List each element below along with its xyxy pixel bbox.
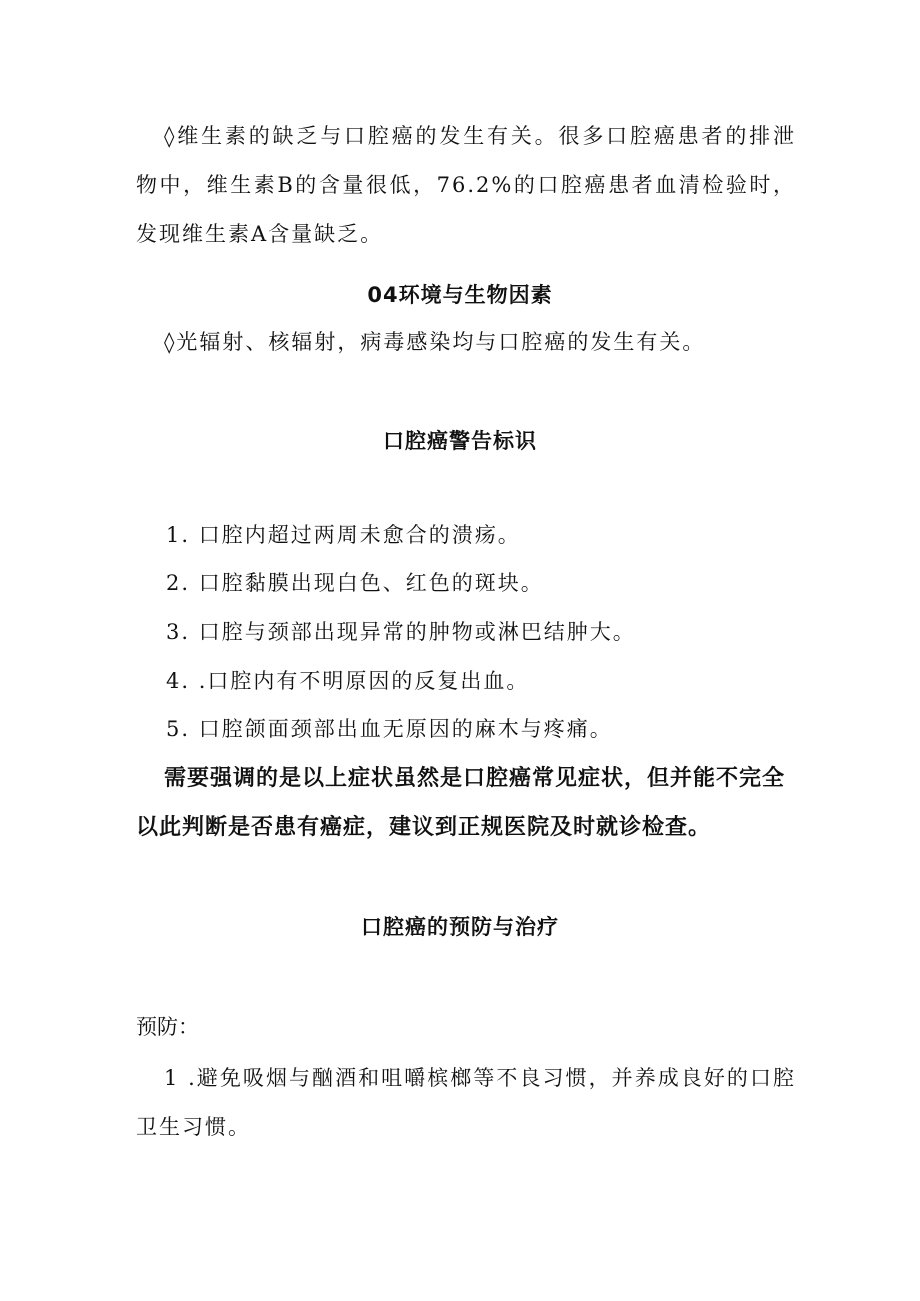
env-factors-paragraph: ◊光辐射、核辐射，病毒感染均与口腔癌的发生有关。 [164, 330, 706, 354]
prevention-treatment-heading: 口腔癌的预防与治疗 [361, 915, 559, 939]
warning-item-3: 3. 口腔与颈部出现异常的肿物或淋巴结肿大。 [166, 620, 636, 644]
env-factors-heading: 04环境与生物因素 [367, 283, 553, 307]
warning-signs-heading: 口腔癌警告标识 [383, 429, 537, 453]
warning-item-5: 5. 口腔颌面颈部出血无原因的麻木与疼痛。 [166, 717, 613, 741]
warning-item-2: 2. 口腔黏膜出现白色、红色的斑块。 [166, 571, 544, 595]
vitamin-paragraph: ◊维生素的缺乏与口腔癌的发生有关。很多口腔癌患者的排泄物中，维生素B的含量很低，76.2%的口腔癌患者血清检验时，发现维生素A含量缺乏。 [136, 124, 796, 246]
prevention-label: 预防： [136, 1015, 199, 1039]
warning-item-1: 1. 口腔内超过两周未愈合的溃疡。 [166, 523, 521, 547]
prevention-item-1: 1 .避免吸烟与酗酒和咀嚼槟榔等不良习惯，并养成良好的口腔卫生习惯。 [136, 1066, 796, 1139]
warning-item-4: 4. .口腔内有不明原因的反复出血。 [166, 669, 530, 693]
warning-emphasis-paragraph: 需要强调的是以上症状虽然是口腔癌常见症状，但并能不完全以此判断是否患有癌症，建议到正规医院及时就诊检查。 [136, 766, 786, 840]
